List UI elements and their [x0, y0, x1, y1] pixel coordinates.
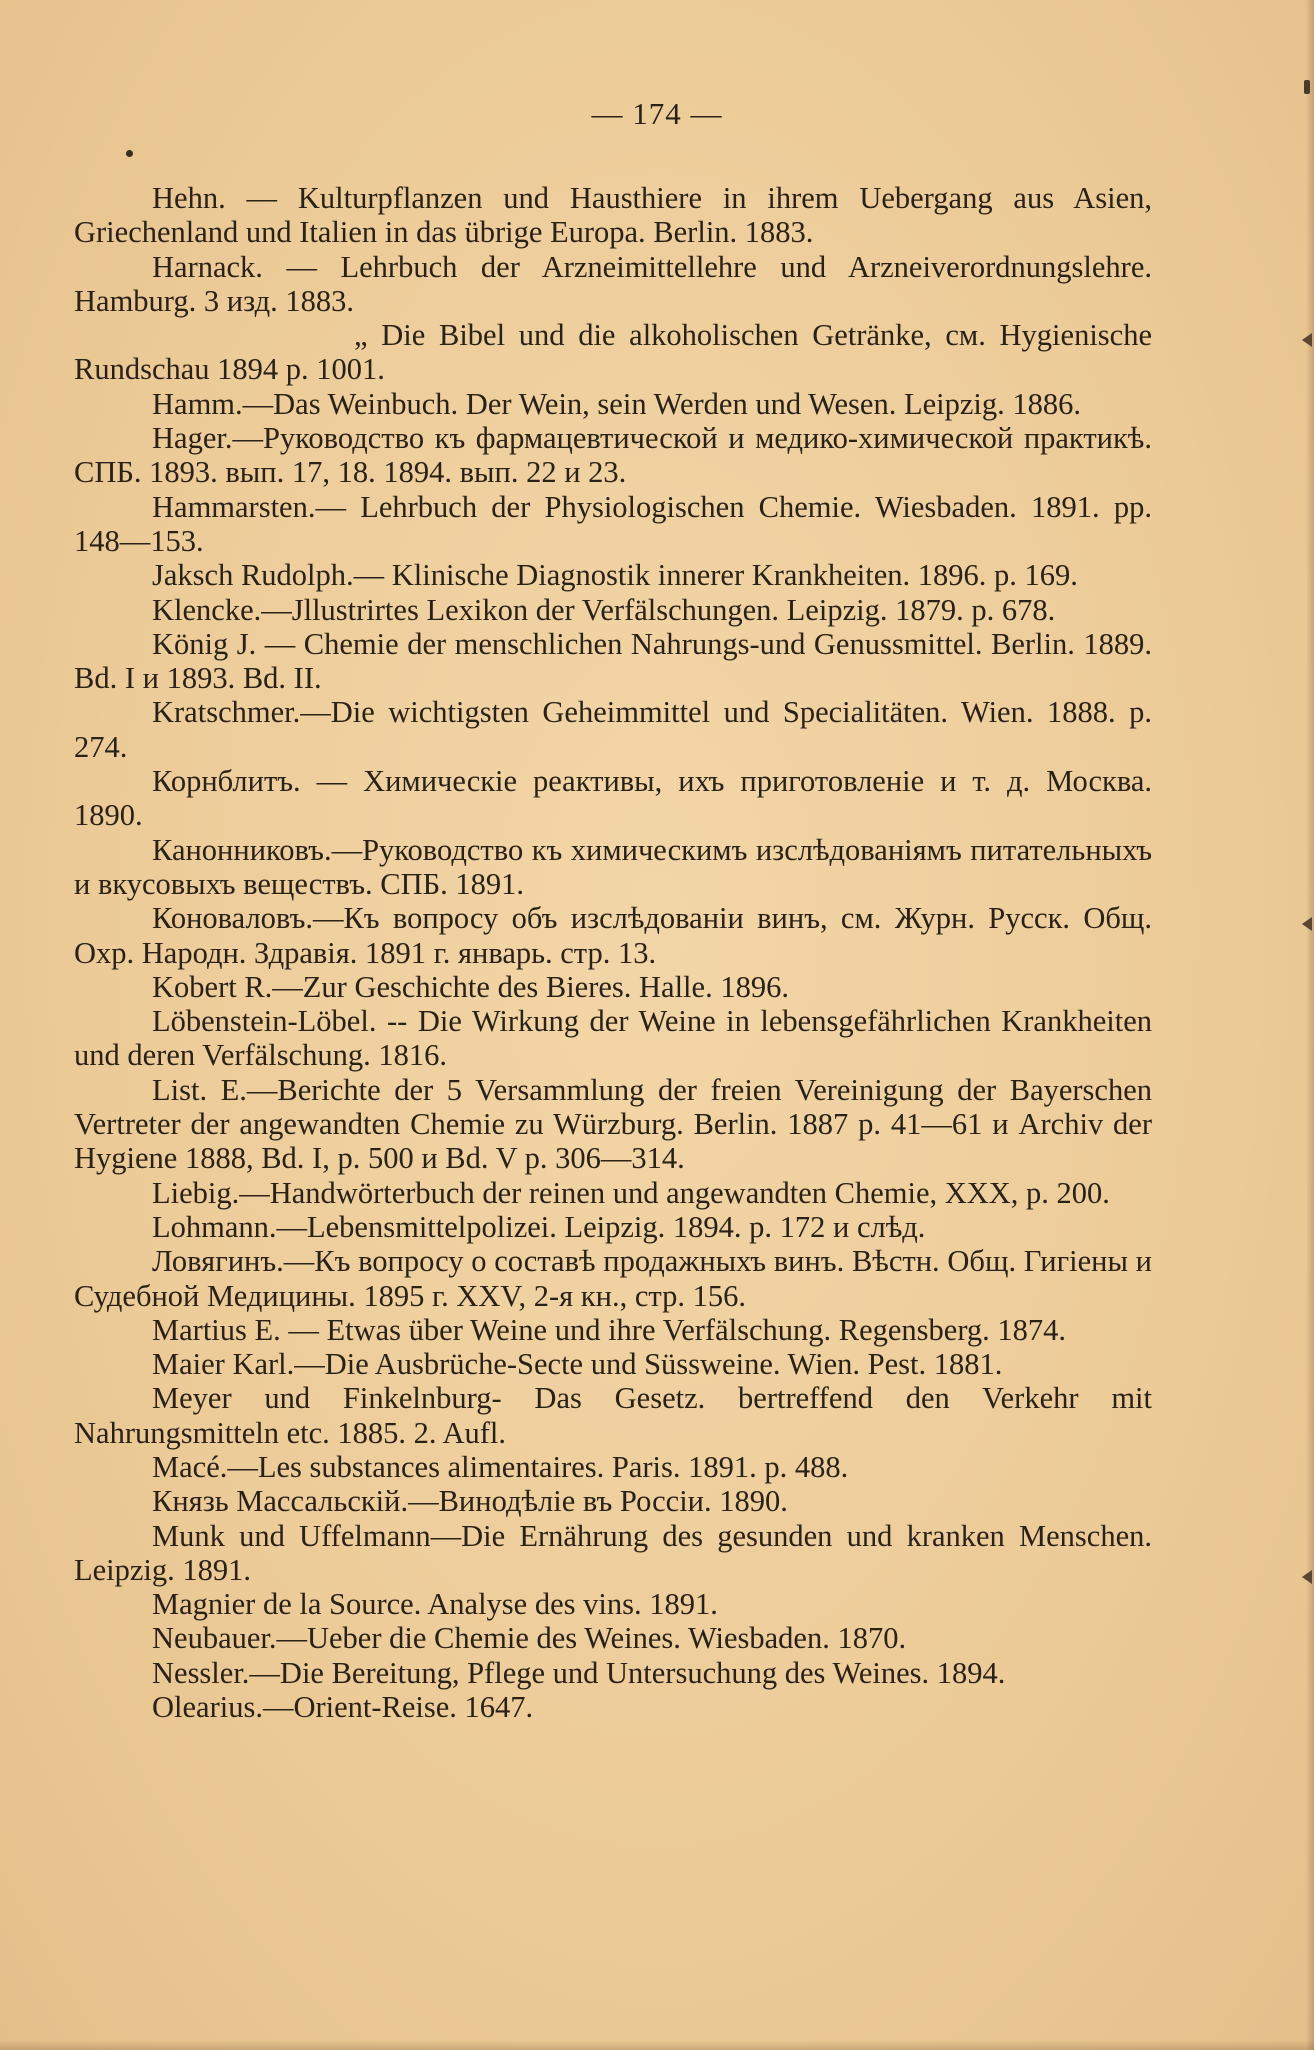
margin-arrow-mark: [1302, 917, 1312, 931]
bibliography-entry: „ Die Bibel und die alkoholischen Getränke, см. Hygienische Rundschau 1894 p. 1001.: [74, 318, 1152, 387]
margin-arrow-mark: [1302, 1570, 1312, 1584]
bibliography-entry: Коноваловъ.—Къ вопросу объ изслѣдованіи винъ, см. Журн. Русск. Общ. Охр. Народн. Здравія. 1891 г. январь. стр. 13.: [74, 901, 1152, 970]
bibliography-entry: Корнблитъ. — Химическіе реактивы, ихъ приготовленіе и т. д. Москва. 1890.: [74, 764, 1152, 833]
bibliography-entry: Kratschmer.—Die wichtigsten Geheimmittel und Specialitäten. Wien. 1888. p. 274.: [74, 695, 1152, 764]
page-edge-shadow: [1306, 0, 1314, 2050]
margin-arrow-mark: [1302, 333, 1312, 347]
bibliography-entry: Munk und Uffelmann—Die Ernährung des gesunden und kranken Menschen. Leipzig. 1891.: [74, 1518, 1152, 1587]
bibliography-entry: Martius E. — Etwas über Weine und ihre Verfälschung. Regensberg. 1874.: [152, 1312, 1067, 1347]
bibliography-entry: List. E.—Berichte der 5 Versammlung der freien Vereinigung der Bayerschen Vertreter der angewandten Chemie zu Würzburg. Berlin. 1887 p. 41—61 и Archiv der Hygiene 1888, Bd. I, p. 500 и Bd. V p. 306—314.: [74, 1072, 1152, 1176]
bibliography-entry: Harnack. — Lehrbuch der Arzneimittellehre und Arzneiverordnungslehre. Hamburg. 3 изд. 1883.: [74, 249, 1152, 318]
bibliography-entry: König J. — Chemie der menschlichen Nahrungs-und Genussmittel. Berlin. 1889. Bd. I и 1893. Bd. II.: [74, 626, 1152, 696]
bibliography-entry: Meyer und Finkelnburg- Das Gesetz. bertreffend den Verkehr mit Nahrungsmitteln etc. 1885. 2. Aufl.: [74, 1381, 1152, 1450]
bibliography-entry: Neubauer.—Ueber die Chemie des Weines. Wiesbaden. 1870.: [152, 1621, 907, 1656]
bibliography-entry: Kobert R.—Zur Geschichte des Bieres. Halle. 1896.: [152, 969, 789, 1004]
bibliography-entry: Lohmann.—Lebensmittelpolizei. Leipzig. 1894. p. 172 и слѣд.: [152, 1209, 926, 1244]
page-number: — 174 —: [591, 96, 723, 131]
bibliography-entry: Maier Karl.—Die Ausbrüche-Secte und Süssweine. Wien. Pest. 1881.: [152, 1347, 1003, 1382]
ink-dot: [126, 150, 133, 157]
bibliography-entry: Klencke.—Jllustrirtes Lexikon der Verfälschungen. Leipzig. 1879. p. 678.: [152, 592, 1056, 627]
bibliography-entry: Hager.—Руководство къ фармацевтической и медико-химической практикѣ. СПБ. 1893. вып. 17, 18. 1894. вып. 22 и 23.: [74, 421, 1152, 490]
bibliography-entry: Hehn. — Kulturpflanzen und Hausthiere in ihrem Uebergang aus Asien, Griechenland und Italien in das übrige Europa. Berlin. 1883.: [74, 181, 1152, 250]
bibliography-entry: Jaksch Rudolph.— Klinische Diagnostik innerer Krankheiten. 1896. p. 169.: [152, 558, 1078, 593]
bibliography-entry: Magnier de la Source. Analyse des vins. 1891.: [152, 1587, 718, 1622]
bibliography-entry: Ловягинъ.—Къ вопросу о составѣ продажныхъ винъ. Вѣстн. Общ. Гигіены и Судебной Медицины. 1895 г. XXV, 2-я кн., стр. 156.: [74, 1244, 1152, 1313]
bibliography-entry: Nessler.—Die Bereitung, Pflege und Untersuchung des Weines. 1894.: [152, 1655, 1006, 1690]
page-bottom-edge: [0, 2040, 1314, 2050]
bibliography-list: [74, 181, 1152, 1724]
margin-tab-mark: [1304, 80, 1310, 94]
bibliography-entry: Liebig.—Handwörterbuch der reinen und angewandten Chemie, XXX, p. 200.: [152, 1175, 1110, 1210]
bibliography-entry: Князь Массальскій.—Винодѣліе въ Россіи. 1890.: [152, 1484, 788, 1519]
bibliography-entry: Löbenstein-Löbel. -- Die Wirkung der Weine in lebensgefährlichen Krankheiten und deren Verfälschung. 1816.: [74, 1004, 1152, 1073]
bibliography-entry: Hamm.—Das Weinbuch. Der Wein, sein Werden und Wesen. Leipzig. 1886.: [152, 386, 1081, 421]
bibliography-entry: Hammarsten.— Lehrbuch der Physiologischen Chemie. Wiesbaden. 1891. pp. 148—153.: [74, 489, 1152, 558]
bibliography-entry: Канонниковъ.—Руководство къ химическимъ изслѣдованіямъ питательныхъ и вкусовыхъ веществъ. СПБ. 1891.: [74, 832, 1152, 901]
bibliography-entry: Macé.—Les substances alimentaires. Paris. 1891. p. 488.: [152, 1449, 849, 1484]
bibliography-entry: Olearius.—Orient-Reise. 1647.: [152, 1690, 534, 1725]
